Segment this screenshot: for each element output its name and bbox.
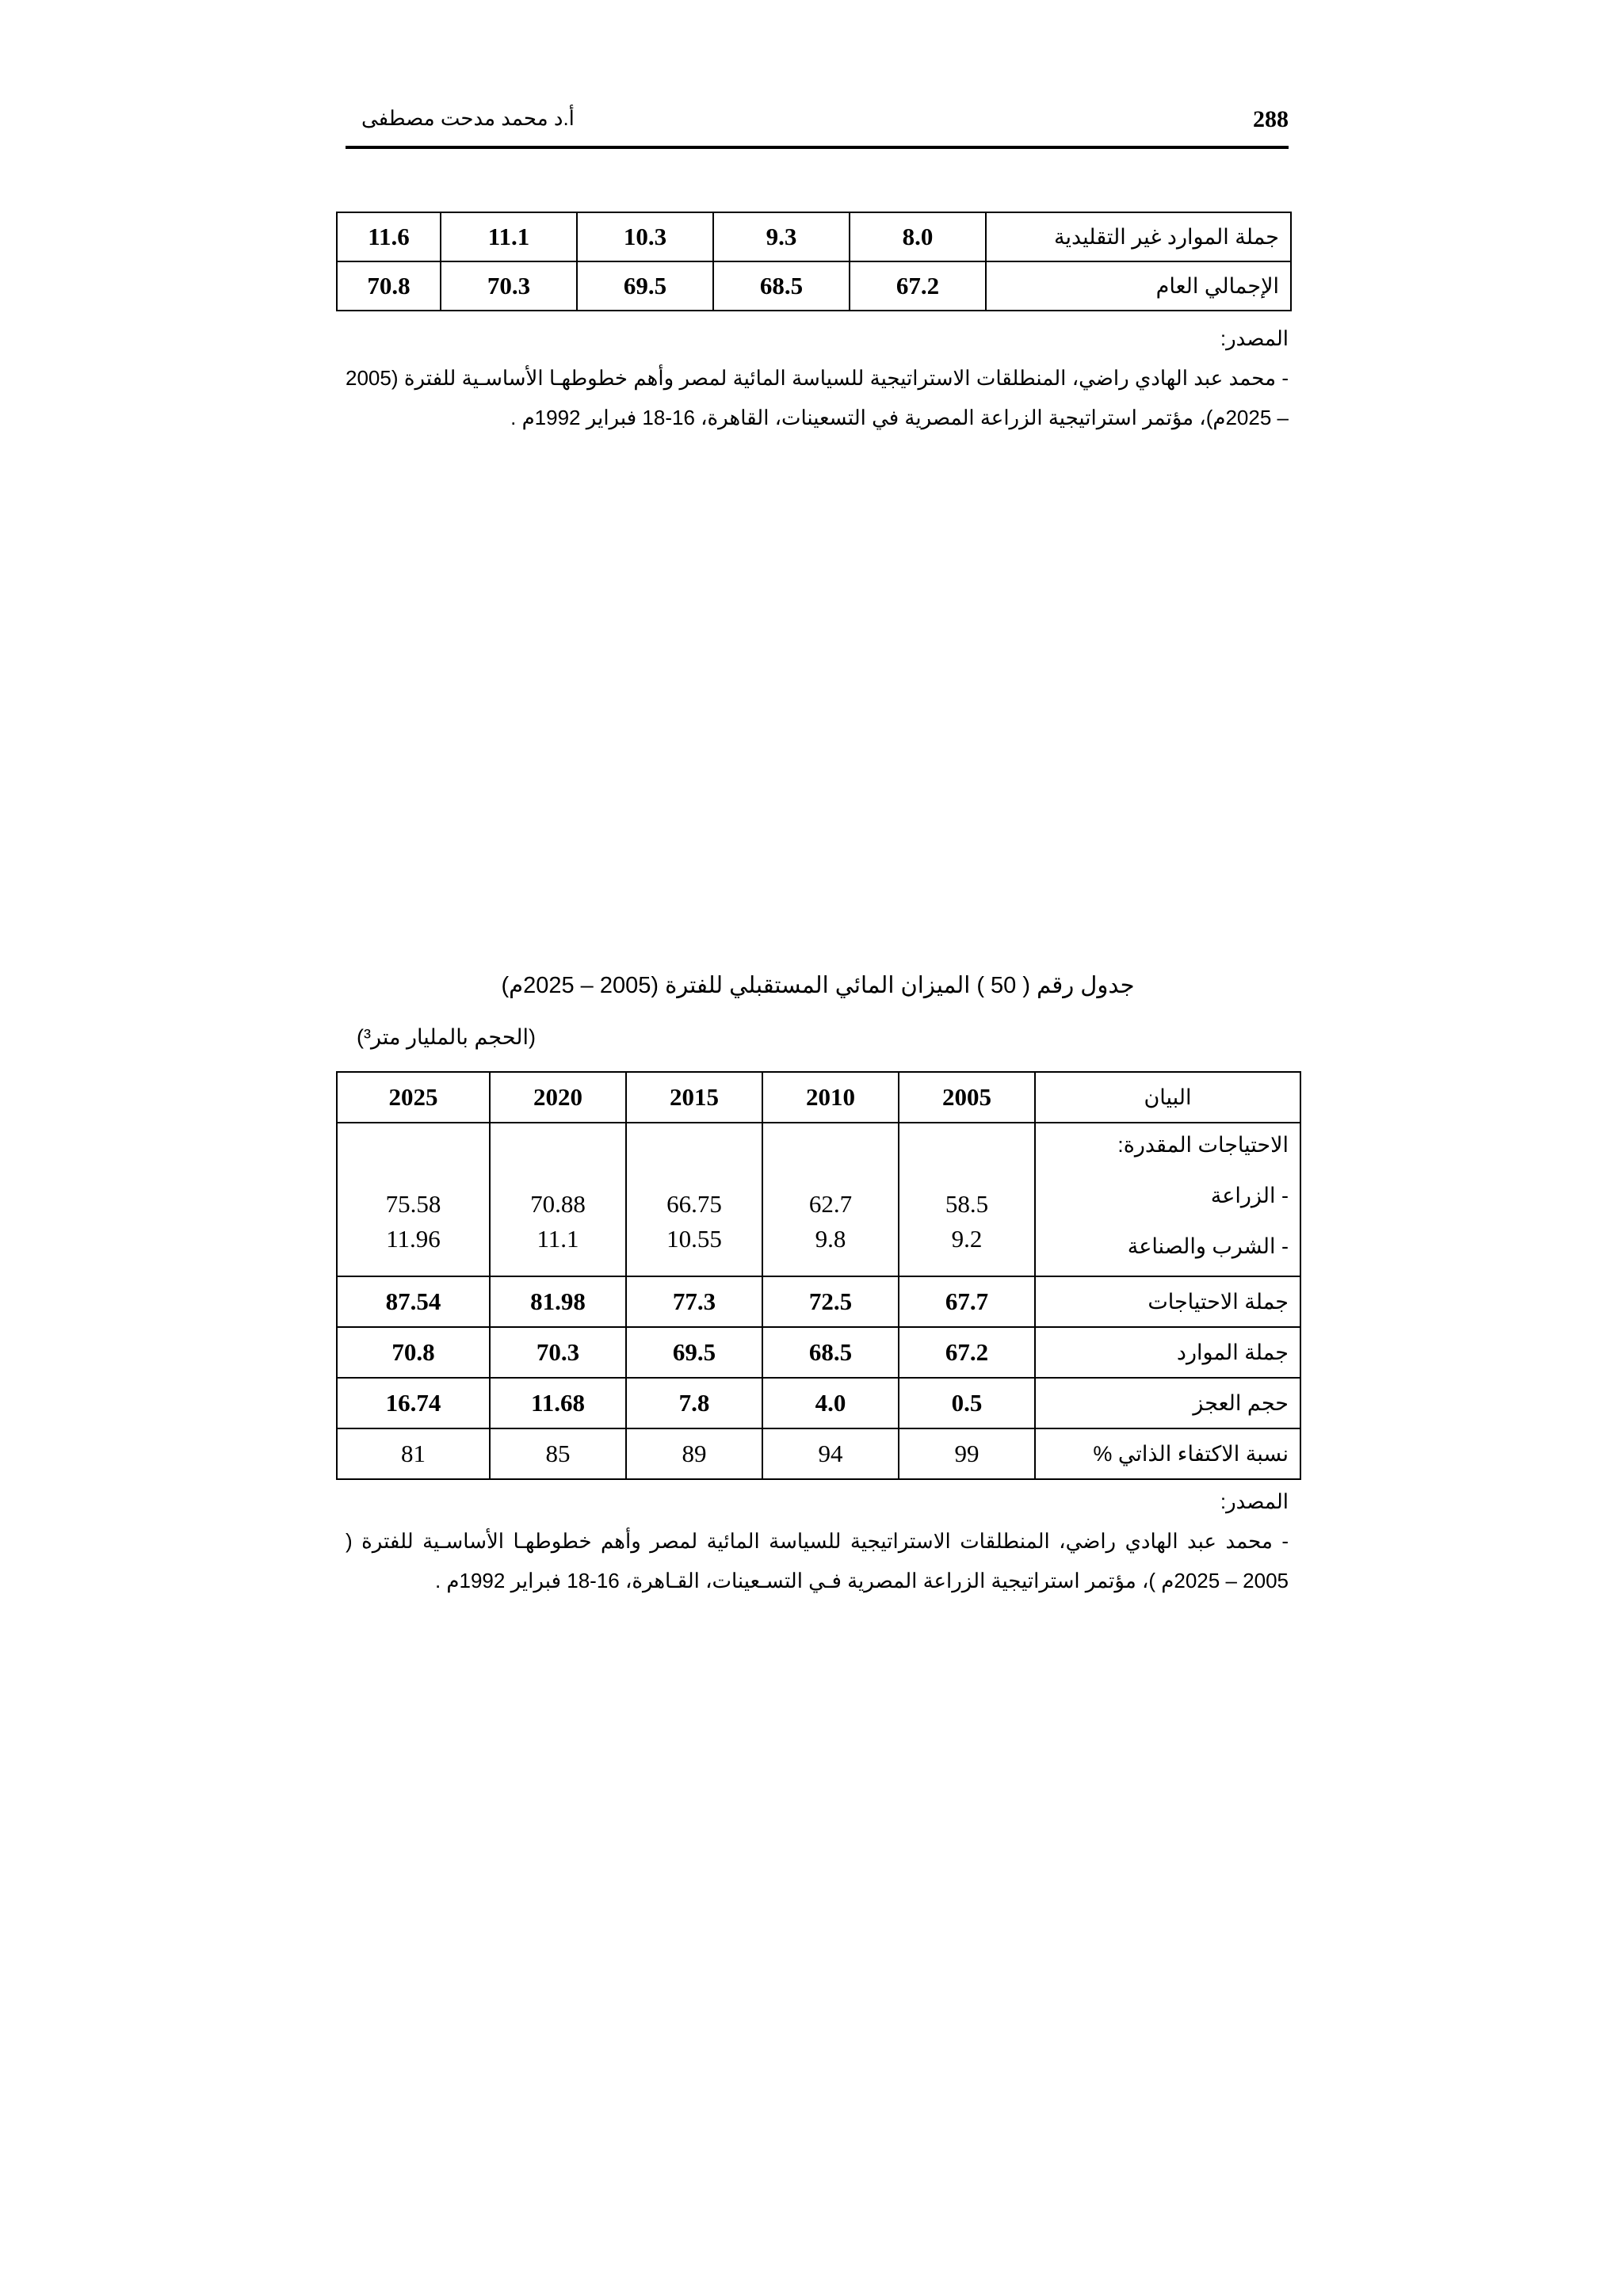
source-title: المصدر:	[1220, 1489, 1289, 1513]
table-cell: 0.5	[899, 1378, 1035, 1428]
agri-value: 75.58	[385, 1190, 441, 1218]
table-cell: 11.68	[490, 1378, 626, 1428]
needs-cell	[899, 1123, 1035, 1276]
row-label: الإجمالي العام	[986, 261, 1291, 311]
year-header: 2025	[337, 1072, 490, 1123]
table-cell: 70.3	[441, 261, 577, 311]
table-cell: 16.74	[337, 1378, 490, 1428]
agri-value: 58.5	[945, 1190, 989, 1218]
table-cell: 87.54	[337, 1276, 490, 1327]
table-cell: 70.8	[337, 1327, 490, 1378]
continued-table	[336, 212, 1292, 311]
table-header-row	[337, 1072, 1300, 1123]
table-cell: 70.8	[337, 261, 441, 311]
table-row	[337, 1378, 1300, 1428]
drink-value: 10.55	[666, 1225, 722, 1253]
table-cell: 7.8	[626, 1378, 762, 1428]
source-title: المصدر:	[1220, 326, 1289, 350]
table-cell: 67.2	[850, 261, 986, 311]
table-cell: 68.5	[713, 261, 850, 311]
row-label: جملة الموارد غير التقليدية	[986, 212, 1291, 261]
year-header: 2005	[899, 1072, 1035, 1123]
year-header: 2010	[762, 1072, 899, 1123]
table-cell: 67.7	[899, 1276, 1035, 1327]
table-row	[337, 212, 1291, 261]
water-balance-table	[336, 1071, 1301, 1480]
agri-value: 70.88	[530, 1190, 586, 1218]
agri-value: 62.7	[808, 1190, 853, 1218]
author-name: أ.د محمد مدحت مصطفى	[361, 106, 575, 130]
table-cell: 81.98	[490, 1276, 626, 1327]
table-caption: جدول رقم ( 50 ) الميزان المائي المستقبلي للفترة (2005 – 2025م)	[501, 973, 1135, 998]
table-row	[337, 1327, 1300, 1378]
needs-cell	[626, 1123, 762, 1276]
table-cell: 67.2	[899, 1327, 1035, 1378]
table-cell: 68.5	[762, 1327, 899, 1378]
year-header: 2015	[626, 1072, 762, 1123]
unit-note: (الحجم بالمليار متر³)	[357, 1025, 536, 1049]
needs-cell	[337, 1123, 490, 1276]
needs-title: الاحتياجات المقدرة:	[1117, 1133, 1289, 1157]
needs-row	[337, 1123, 1300, 1276]
row-label: جملة الموارد	[1035, 1327, 1300, 1378]
table-cell: 69.5	[577, 261, 713, 311]
source-note-2	[346, 1482, 1289, 1600]
table-cell: 9.3	[713, 212, 850, 261]
table-cell: 77.3	[626, 1276, 762, 1327]
source-text: - محمد عبد الهادي راضي، المنطلقات الاستراتيجية للسياسة المائية لمصر وأهم خطوطهـا الأساسـية للفترة ( 2005 – 2025م )، مؤتمر استراتيجية الزراعة المصرية فـي التسـعينات، القـاهرة، 16-18 فبراير 1992م .	[346, 1529, 1289, 1592]
table-cell: 89	[626, 1428, 762, 1479]
drink-label: - الشرب والصناعة	[1127, 1234, 1289, 1258]
table-cell: 8.0	[850, 212, 986, 261]
table-row	[337, 1276, 1300, 1327]
table-cell: 70.3	[490, 1327, 626, 1378]
drink-value: 9.2	[951, 1225, 983, 1253]
table-cell: 72.5	[762, 1276, 899, 1327]
table-row	[337, 1428, 1300, 1479]
table-cell: 85	[490, 1428, 626, 1479]
table-cell: 99	[899, 1428, 1035, 1479]
source-note-1	[346, 318, 1289, 437]
table-cell: 10.3	[577, 212, 713, 261]
table-row	[337, 261, 1291, 311]
table-cell: 94	[762, 1428, 899, 1479]
year-header: 2020	[490, 1072, 626, 1123]
needs-label-cell	[1035, 1123, 1300, 1276]
row-label: جملة الاحتياجات	[1035, 1276, 1300, 1327]
table-cell: 11.6	[337, 212, 441, 261]
drink-value: 11.96	[386, 1225, 441, 1253]
row-label: حجم العجز	[1035, 1378, 1300, 1428]
table-cell: 4.0	[762, 1378, 899, 1428]
needs-cell	[762, 1123, 899, 1276]
table-cell: 81	[337, 1428, 490, 1479]
table-cell: 69.5	[626, 1327, 762, 1378]
agri-value: 66.75	[666, 1190, 722, 1218]
source-text: - محمد عبد الهادي راضي، المنطلقات الاستراتيجية للسياسة المائية لمصر وأهم خطوطهـا الأساسـية للفترة (2005 – 2025م)، مؤتمر استراتيجية الزراعة المصرية في التسعينات، القاهرة، 16-18 فبراير 1992م .	[346, 366, 1289, 429]
drink-value: 11.1	[537, 1225, 579, 1253]
header-rule	[346, 146, 1289, 149]
drink-value: 9.8	[815, 1225, 846, 1253]
row-label: نسبة الاكتفاء الذاتي %	[1035, 1428, 1300, 1479]
table-cell: 11.1	[441, 212, 577, 261]
page-number: 288	[1253, 106, 1289, 132]
header-label: البيان	[1035, 1072, 1300, 1123]
needs-cell	[490, 1123, 626, 1276]
page-header	[346, 98, 1289, 146]
agri-label: - الزراعة	[1210, 1184, 1289, 1207]
